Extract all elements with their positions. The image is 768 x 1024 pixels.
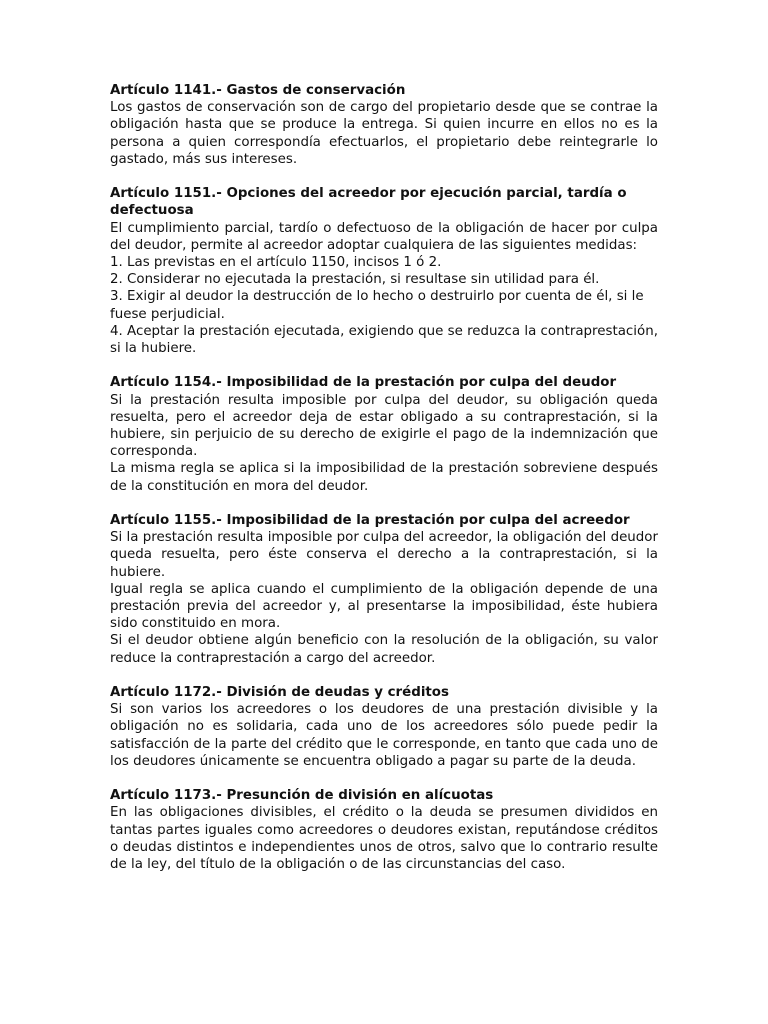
article-paragraph: Si la prestación resulta imposible por culpa del acreedor, la obligación del deudor queda resuelta, pero éste conserva el derecho a la contraprestación, si la hubiere. (110, 530, 658, 580)
list-item: 4. Aceptar la prestación ejecutada, exigiendo que se reduzca la contraprestación, si la hubiere. (110, 323, 658, 357)
article-paragraph: En las obligaciones divisibles, el crédito o la deuda se presumen divididos en tantas partes iguales como acreedores o deudores existan, reputándose créditos o deudas distintos e independientes unos de otros, salvo que lo contrario resulte de la ley, del título de la obligación o de las circunstancias del caso. (110, 805, 658, 873)
article-1173 (110, 787, 658, 873)
article-paragraph: Igual regla se aplica cuando el cumplimiento de la obligación depende de una prestación previa del acreedor y, al presentarse la imposibilidad, éste hubiera sido constituido en mora. (110, 581, 658, 632)
article-title: Artículo 1141.- Gastos de conservación (110, 83, 406, 98)
list-item: 3. Exigir al deudor la destrucción de lo hecho o destruirlo por cuenta de él, si le fuese perjudicial. (110, 289, 644, 322)
list-item: 1. Las previstas en el artículo 1150, incisos 1 ó 2. (110, 255, 442, 271)
article-paragraph: El cumplimiento parcial, tardío o defectuoso de la obligación de hacer por culpa del deudor, permite al acreedor adoptar cualquiera de las siguientes medidas: (110, 220, 658, 253)
article-paragraph: Si el deudor obtiene algún beneficio con la resolución de la obligación, su valor reduce la contraprestación a cargo del acreedor. (110, 633, 658, 666)
article-title: Artículo 1155.- Imposibilidad de la prestación por culpa del acreedor (110, 513, 630, 529)
article-title: Artículo 1173.- Presunción de división en alícuotas (110, 788, 494, 804)
list-item: 2. Considerar no ejecutada la prestación, si resultase sin utilidad para él. (110, 272, 600, 288)
article-title: Artículo 1151.- Opciones del acreedor por ejecución parcial, tardía o defectuosa (110, 186, 627, 219)
article-1151 (110, 185, 658, 357)
article-title: Artículo 1172.- División de deudas y créditos (110, 685, 449, 701)
article-paragraph: Los gastos de conservación son de cargo del propietario desde que se contrae la obligación hasta que se produce la entrega. Si quien incurre en ellos no es la persona a quien correspondía efectuarlos, el propietario debe reintegrarle lo gastado, más sus intereses. (110, 100, 658, 167)
article-title: Artículo 1154.- Imposibilidad de la prestación por culpa del deudor (110, 375, 617, 391)
article-paragraph: La misma regla se aplica si la imposibilidad de la prestación sobreviene después de la constitución en mora del deudor. (110, 461, 658, 494)
article-1141 (110, 82, 658, 168)
article-paragraph: Si son varios los acreedores o los deudores de una prestación divisible y la obligación no es solidaria, cada uno de los acreedores sólo puede pedir la satisfacción de la parte del crédito que le corresponde, en tanto que cada uno de los deudores únicamente se encuentra obligado a pagar su parte de la deuda. (110, 702, 658, 769)
article-1154 (110, 374, 658, 494)
article-paragraph: Si la prestación resulta imposible por culpa del deudor, su obligación queda resuelta, pero el acreedor deja de estar obligado a su contraprestación, si la hubiere, sin perjuicio de su derecho de exigirle el pago de la indemnización que corresponda. (110, 392, 658, 460)
article-1172 (110, 684, 658, 770)
article-1155 (110, 512, 658, 667)
document-page (110, 82, 658, 890)
